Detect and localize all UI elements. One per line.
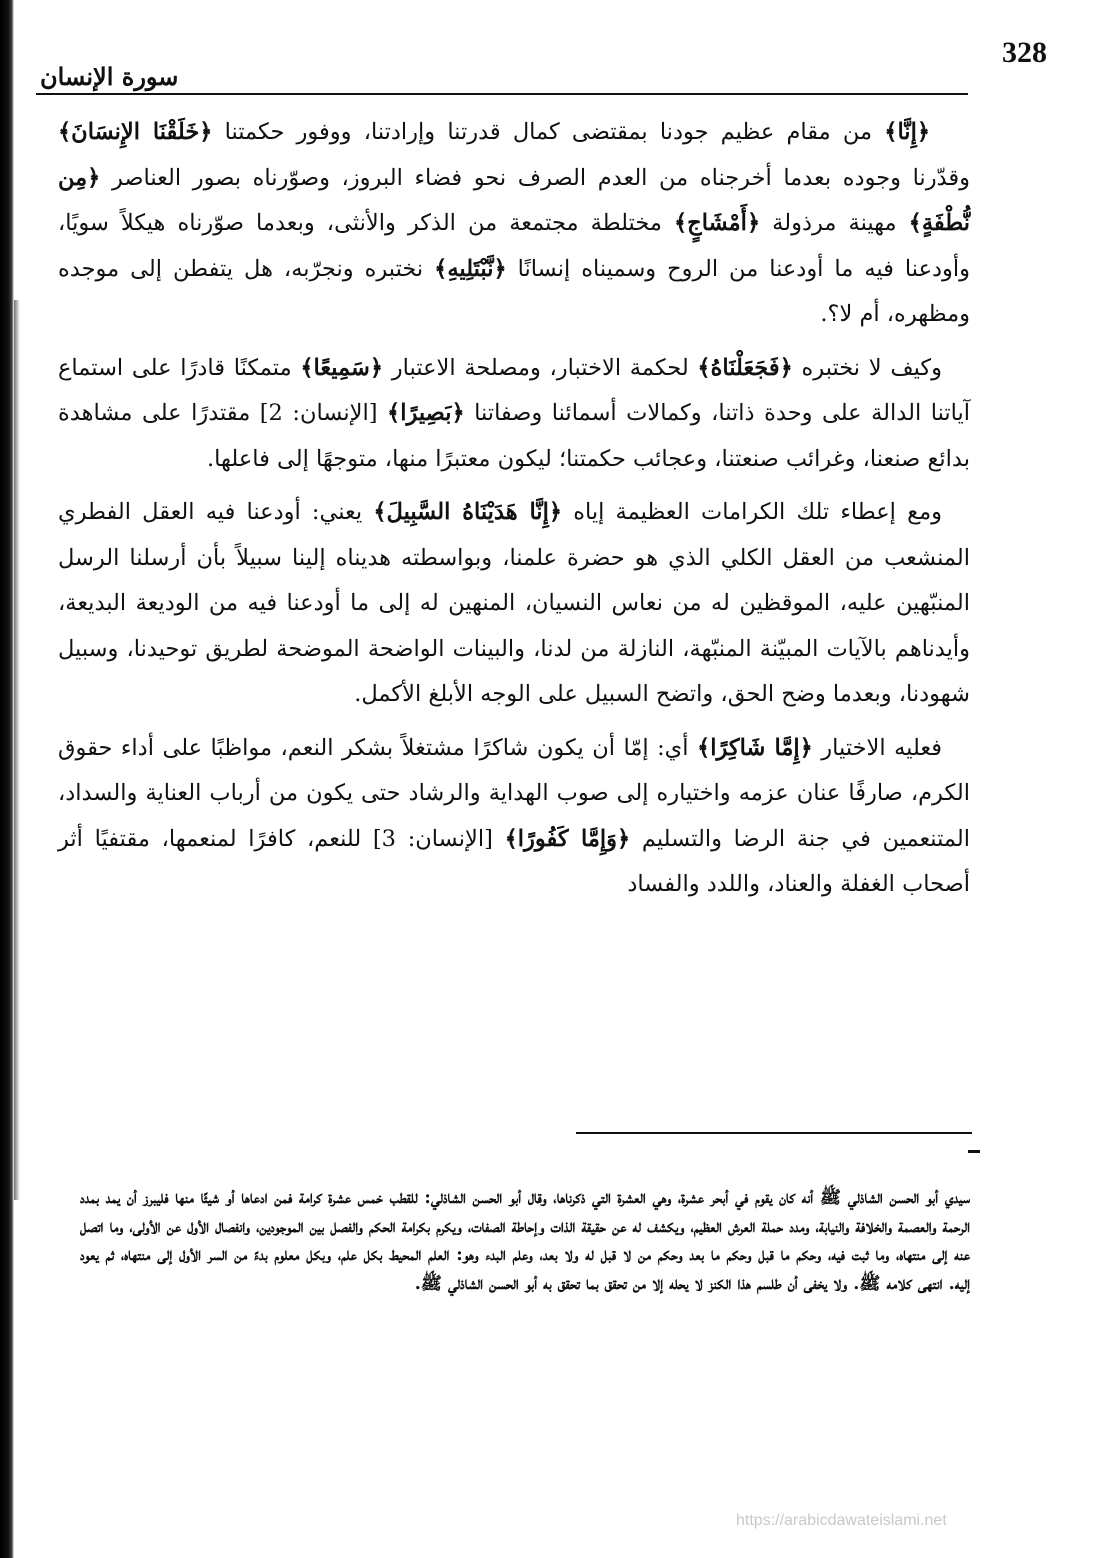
- surah-title: سورة الإنسان: [40, 62, 179, 91]
- text-segment: [الإنسان: 3] للنعم، كافرًا لمنعمها، مقتفيًا أثر أصحاب الغفلة والعناد، واللدد والفساد: [58, 825, 970, 897]
- quran-quote: ﴿فَجَعَلْنَاهُ﴾: [697, 354, 793, 381]
- text-segment: متمكنًا قادرًا على استماع آياتنا الدالة على وحدة ذاتنا، وكمالات أسمائنا وصفاتنا: [58, 354, 970, 426]
- watermark: https://arabicdawateislami.net: [736, 1512, 947, 1529]
- text-segment: [الإنسان: 2] مقتدرًا على مشاهدة بدائع صنعنا، وغرائب صنعتنا، وعجائب حكمتنا؛ ليكون معتبرًا منها، متوجهًا إلى فاعلها.: [58, 400, 970, 472]
- header-rule: [36, 93, 968, 95]
- text-segment: أي: إمّا أن يكون شاكرًا مشتغلاً بشكر النعم، مواظبًا على أداء حقوق الكرم، صارفًا عنان عزمه واختياره إلى صوب الهداية والرشاد حتى يكون من أرباب العناية والسداد، المتنعمين في جنة الرضا والتسليم: [58, 734, 970, 852]
- quran-quote: ﴿نَّبْتَلِيهِ﴾: [434, 255, 507, 282]
- text-segment: وكيف لا نختبره: [792, 354, 942, 381]
- text-segment: فعليه الاختيار: [812, 734, 942, 761]
- scan-binding-edge: [0, 0, 14, 1558]
- text-segment: وقدّرنا وجوده بعدما أخرجناه من العدم الصرف نحو فضاء البروز، وصوّرناه بصور العناصر: [100, 164, 970, 191]
- text-segment: لحكمة الاختبار، ومصلحة الاعتبار: [383, 354, 698, 381]
- footnote-rule: [576, 1132, 972, 1134]
- page-header: [40, 30, 1047, 94]
- paragraph: [58, 726, 970, 908]
- text-segment: يعني: أودعنا فيه العقل الفطري المنشعب من العقل الكلي الذي هو حضرة علمنا، وبواسطته هديناه إلينا سبيلاً بأن أرسلنا الرسل المنبّهين عليه، الموقظين له من نعاس النسيان، المنهين له إلى ما أودعنا فيه من الوديعة البديعة، وأيدناهم بالآيات المبيّنة المنبّهة، النازلة من لدنا، والبينات الواضحة الموضحة لطريق توحيدنا، وسبيل شهودنا، وبعدما وضح الحق، واتضح السبيل على الوجه الأبلغ الأكمل.: [58, 499, 970, 707]
- footnote-text: سيدي أبو الحسن الشاذلي ﷺ أنه كان يقوم في أبحر عشرة، وهي العشرة التي ذكرناها، وقال أبو الحسن الشاذلي: للقطب خمس عشرة كرامة فمن ادعاها أو شيئًا منها فليبرز أن يمد بمدد الرحمة والعصمة والخلافة والنيابة، ومدد حملة العرش العظيم، ويكشف له عن حقيقة الذات وإحاطة الصفات، ويكرم بكرامة الحكم والفصل بين الموجودين، وانفصال الأول عن الأولى، وما اتصل عنه إلى منتهاه، وما ثبت فيه، وحكم ما قبل وحكم ما بعد وحكم من لا قبل له ولا بعد، وعلم البدء وهو: العلم المحيط بكل علم، وبكل معلوم بدءً من السر الأول إلى منتهاه، ثم يعود إليه. انتهى كلامه ﷺ. ولا يخفى أن طلسم هذا الكنز لا يحله إلا من تحقق بما تحقق به أبو الحسن الشاذلي ﷺ.: [80, 1188, 970, 1294]
- quran-quote: ﴿إِنَّا﴾: [884, 119, 931, 145]
- paragraph: [58, 490, 970, 718]
- paragraph: [58, 110, 970, 338]
- paragraph: [58, 346, 970, 483]
- quran-quote: ﴿إِنَّا هَدَيْنَاهُ السَّبِيلَ﴾: [373, 499, 563, 525]
- scan-binding-shadow: [14, 300, 20, 1200]
- quran-quote: ﴿إِمَّا شَاكِرًا﴾: [697, 734, 813, 761]
- quran-quote: ﴿خَلَقْنَا الإِنسَانَ﴾: [58, 119, 213, 145]
- footnote-dash: [968, 1150, 980, 1153]
- text-segment: ومع إعطاء تلك الكرامات العظيمة إياه: [562, 499, 943, 525]
- text-segment: نختبره ونجرّبه، هل يتفطن إلى موجده ومظهره، أم لا؟.: [58, 255, 970, 327]
- quran-quote: ﴿مِن نُّطْفَةٍ﴾: [58, 164, 971, 236]
- quran-quote: ﴿بَصِيرًا﴾: [387, 400, 465, 426]
- quran-quote: ﴿وَإِمَّا كَفُورًا﴾: [504, 825, 631, 852]
- main-text: [58, 110, 970, 916]
- text-segment: مختلطة مجتمعة من الذكر والأنثى، وبعدما صوّرناه هيكلاً سويًا، وأودعنا فيه ما أودعنا من الروح وسميناه إنسانًا: [58, 210, 971, 282]
- quran-quote: ﴿أَمْشَاجٍ﴾: [674, 210, 761, 236]
- text-segment: مهينة مرذولة: [760, 210, 909, 236]
- text-segment: من مقام عظيم جودنا بمقتضى كمال قدرتنا وإرادتنا، ووفور حكمتنا: [212, 119, 885, 145]
- page-number: 328: [1002, 36, 1047, 69]
- quran-quote: ﴿سَمِيعًا﴾: [300, 354, 384, 381]
